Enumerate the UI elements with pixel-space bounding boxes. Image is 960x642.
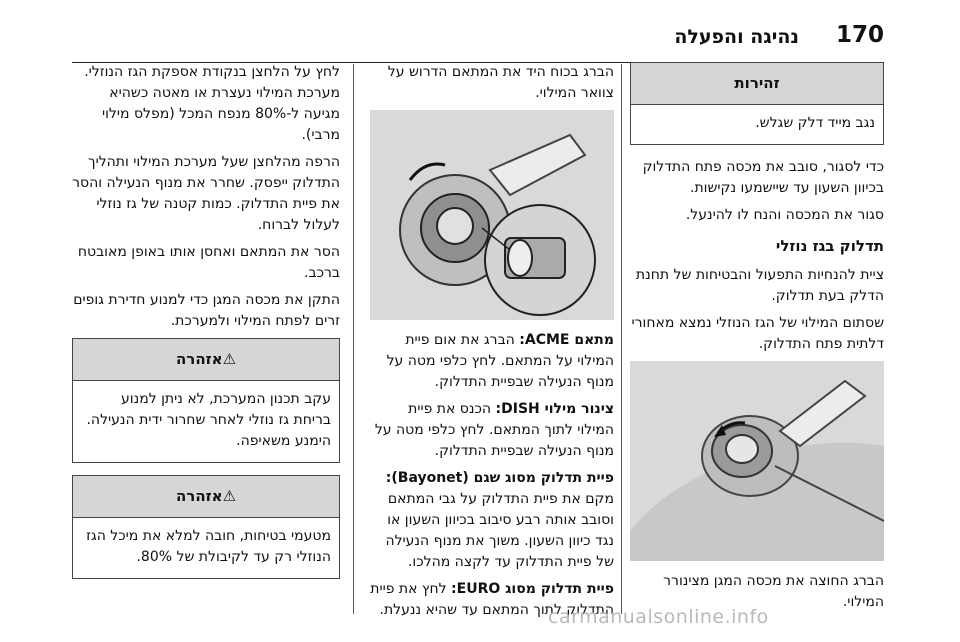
footer-watermark: carmanualsonline.info xyxy=(548,606,769,628)
adapter-illustration xyxy=(370,110,614,320)
warning-text-1: עקב תכנון המערכת, לא ניתן למנוע בריחת גז נוזלי לאחר שחרור ידית הנעילה. הימנע משאיפה. xyxy=(86,391,331,449)
caution-box xyxy=(630,62,884,145)
dish-paragraph xyxy=(370,399,614,462)
page-header xyxy=(72,22,884,58)
warning-header-1 xyxy=(73,339,339,381)
caution-text: נגב מייד דלק שגלש. xyxy=(755,115,875,131)
euro-label: פיית תדלוק מסוג EURO: xyxy=(451,581,614,597)
close-cap-paragraph: כדי לסגור, סובב את מכסה פתח התדלוק בכיוון השעון עד שיישמעו נקישות. xyxy=(642,159,884,196)
illustration-caption: הברג החוצה את מכסה המגן מצינורר המילוי. xyxy=(663,573,884,610)
chapter-title: נהיגה והפעלה xyxy=(674,26,799,48)
column-divider-right xyxy=(621,64,622,614)
acme-text: הברג את אום פיית המילוי על המתאם. לחץ כלפי מטה על מנוף הנעילה שבפיית התדלוק. xyxy=(386,332,614,390)
acme-paragraph xyxy=(370,330,614,393)
warning-header-2 xyxy=(73,476,339,518)
station-instructions-paragraph: ציית להנחיות התפעול והבטיחות של תחנת הדלק בעת תדלוק. xyxy=(635,267,884,304)
warning-box-2 xyxy=(72,475,340,579)
page-number: 170 xyxy=(835,22,884,48)
acme-label: מתאם ACME: xyxy=(519,332,614,348)
section-title-lpg: תדלוק בגז נוזלי xyxy=(775,237,884,255)
column-divider-left xyxy=(353,64,354,614)
left-column xyxy=(72,62,340,591)
release-button-paragraph: הרפה מהלחצן שעל מערכת המילוי ותהליך התדלוק ייפסק. שחרר את מנוף הנעילה והסר את פיית התדלוק. כמות קטנה של גז נוזלי לעלול לברוח. xyxy=(72,154,340,233)
valve-location-paragraph: שסתום המילוי של הגז הנוזלי נמצא מאחורי דלתית פתח התדלוק. xyxy=(631,315,884,352)
bayonet-text: מקם את פיית התדלוק על גבי המתאם וסובב אותה רבע סיבוב בכיוון השעון או נגד כיוון השעון. משוך את מנוף הנעילה של פיית התדלוק עד לקצה מהלכו. xyxy=(385,491,614,570)
close-flap-paragraph: סגור את המכסה והנח לו להינעל. xyxy=(685,207,884,223)
caution-title: זהירות xyxy=(631,63,883,105)
store-adapter-paragraph: הסר את המתאם ואחסן אותו באופן מאובטח ברכב. xyxy=(77,244,340,281)
adapter-paragraph: הברג בכוח היד את המתאם הדרוש על צוואר המילוי. xyxy=(387,64,614,101)
dish-label: צינור מילוי DISH: xyxy=(495,401,614,417)
warning-box-1 xyxy=(72,338,340,463)
warning-title-2: אזהרה xyxy=(175,487,223,505)
install-cap-paragraph: התקן את מכסה המגן כדי למנוע חדירת גופים זרים לפתח המילוי ולמערכת. xyxy=(73,292,340,329)
dish-text: הכנס את פיית המילוי לתוך המתאם. לחץ כלפי מטה על מנוף הנעילה שבפיית התדלוק. xyxy=(374,401,614,459)
warning-title-1: אזהרה xyxy=(175,350,223,368)
warning-triangle-icon: ⚠ xyxy=(222,487,237,505)
euro-text: לחץ את פיית התדלוק לתוך המתאם עד שהיא ננעלת. xyxy=(370,581,614,618)
right-column xyxy=(630,62,884,613)
middle-column xyxy=(370,62,614,627)
warning-triangle-icon: ⚠ xyxy=(222,350,237,368)
bayonet-paragraph xyxy=(370,468,614,573)
filler-valve-illustration xyxy=(630,361,884,561)
bayonet-label: פיית תדלוק מסוג שגם (Bayonet): xyxy=(385,470,614,486)
press-button-paragraph: לחץ על הלחצן בנקודת אספקת הגז הנוזלי. מערכת המילוי נעצרת או מאטה כשהיא מגיעה ל-80% מנפח המכל (מפלס מילוי מרבי). xyxy=(84,64,340,143)
warning-text-2: מטעמי בטיחות, חובה למלא את מיכל הגז הנוזלי רק עד לקיבולת של 80%. xyxy=(86,528,331,565)
